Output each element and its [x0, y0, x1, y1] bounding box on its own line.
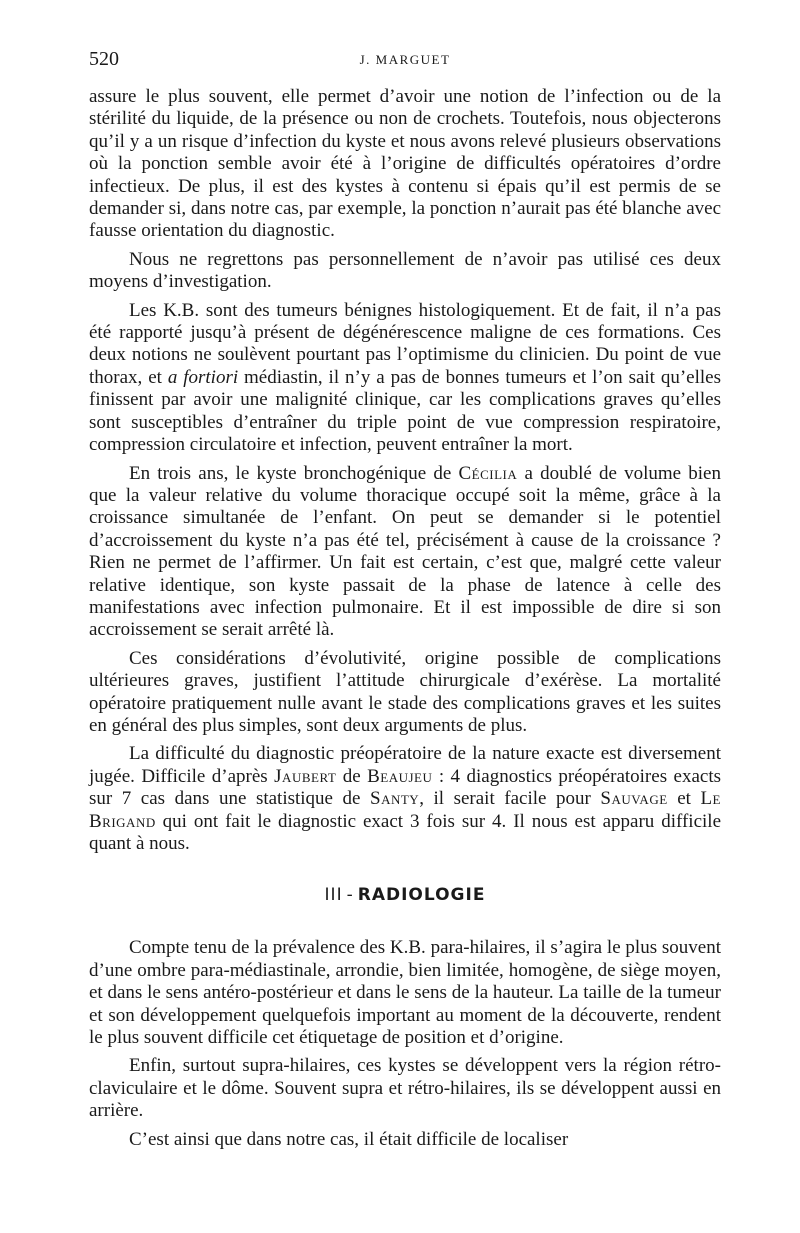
paragraph-benign-tumours	[89, 300, 721, 457]
page-body	[89, 48, 721, 1151]
diagnosis-seg-6: qui ont fait le diagnostic exact 3 fois sur 4. Il nous est apparu difficile quant à nous.	[89, 810, 721, 854]
diagnosis-seg-2: de	[336, 765, 368, 787]
diagnosis-seg-1: La difficulté du diagnostic préopératoire de la nature exacte est diversement jugée. Difficile d’après	[89, 743, 721, 787]
paragraph-investigation: Nous ne regrettons pas personnellement de n’avoir pas utilisé ces deux moyens d’investigation.	[89, 248, 721, 293]
running-head	[89, 48, 721, 74]
paragraph-radiology-case: C’est ainsi que dans notre cas, il était difficile de localiser	[129, 1128, 569, 1150]
paragraph-evolution: Ces considérations d’évolutivité, origine possible de complications ultérieures graves, justifient l’attitude chirurgicale d’exérèse. La mortalité opératoire pratiquement nulle avant le stade des complications graves et les suites en général des plus simples, sont deux arguments de plus.	[89, 647, 721, 736]
section-title: RADIOLOGIE	[357, 885, 486, 906]
benign-tumours-text-2: médiastin, il n’y a pas de bonnes tumeurs et l’on sait qu’elles finissent par avoir une malignité clinique, car les complications graves qu’elles sont susceptibles d’entraîner du triple point de vue compression respiratoire, compression circulatoire et infection, peuvent entraîner la mort.	[89, 366, 722, 456]
section-number: III	[324, 885, 343, 906]
paragraph-case-growth	[89, 463, 721, 642]
author-jaubert: Jaubert	[274, 765, 337, 787]
paragraph-diagnosis	[89, 743, 721, 855]
author-santy: Santy	[370, 788, 420, 810]
case-growth-text-1: En trois ans, le kyste bronchogénique de	[129, 462, 459, 484]
case-growth-text-2: a doublé de volume bien que la valeur relative du volume thoracique occupé soit la même, grâce à la croissance simultanée de l’enfant. On peut se demander si le potentiel d’accroissement du kyste n’a pas été tel, précisément à cause de la croissance ? Rien ne permet de l’affirmer. Un fait est certain, c’est que, malgré cette valeur relative identique, son kyste passait de la phase de latence à celle des manifestations avec infection pulmonaire. Et il est impossible de dire si son accroissement se serait arrêté là.	[89, 462, 721, 641]
running-title: J. MARGUET	[359, 52, 451, 67]
author-le-brigand: Le Brigand	[89, 788, 721, 832]
section-separator: -	[346, 885, 354, 906]
author-sauvage: Sauvage	[600, 788, 668, 810]
diagnosis-seg-4: , il serait facile pour	[419, 788, 601, 810]
paragraph-radiology-shadow: Compte tenu de la prévalence des K.B. para-hilaires, il s’agira le plus souvent d’une ombre para-médiastinale, arrondie, bien limitée, homogène, de siège moyen, et dans le sens antéro-postérieur et dans le sens de la hauteur. La taille de la tumeur et son développement quelquefois important au moment de la découverte, rendent le plus souvent difficile cet étiquetage de position et d’origine.	[89, 937, 721, 1049]
author-beaujeu: Beaujeu	[367, 765, 433, 787]
diagnosis-seg-3: : 4 diagnostics préopératoires exacts sur 7 cas dans une statistique de	[89, 765, 722, 810]
benign-tumours-text-1: Les K.B. sont des tumeurs bénignes histologiquement. Et de fait, il n’a pas été rapporté jusqu’à présent de dégénérescence maligne de ces formations. Ces deux notions ne soulèvent pourtant pas l’optimisme du clinicien. Du point de vue thorax, et	[89, 299, 721, 388]
page-number: 520	[89, 48, 119, 70]
diagnosis-seg-5: et	[667, 788, 701, 810]
benign-tumours-italic: a fortiori	[167, 366, 239, 388]
case-growth-patient-name: Cécilia	[458, 462, 518, 484]
section-heading	[89, 885, 721, 905]
paragraph-radiology-suprahilar: Enfin, surtout supra-hilaires, ces kystes se développent vers la région rétro-claviculaire et le dôme. Souvent supra et rétro-hilaires, ils se développent aussi en arrière.	[89, 1055, 721, 1122]
paragraph-puncture: assure le plus souvent, elle permet d’avoir une notion de l’infection ou de la stérilité du liquide, de la présence ou non de crochets. Toutefois, nous objecterons qu’il y a un risque d’infection du kyste et nous avons relevé plusieurs observations où la ponction semble avoir été à l’origine de difficultés opératoires d’ordre infectieux. De plus, il est des kystes à contenu si épais qu’il est permis de se demander si, dans notre cas, par exemple, la ponction n’aurait pas été blanche avec fausse orientation du diagnostic.	[89, 86, 721, 242]
